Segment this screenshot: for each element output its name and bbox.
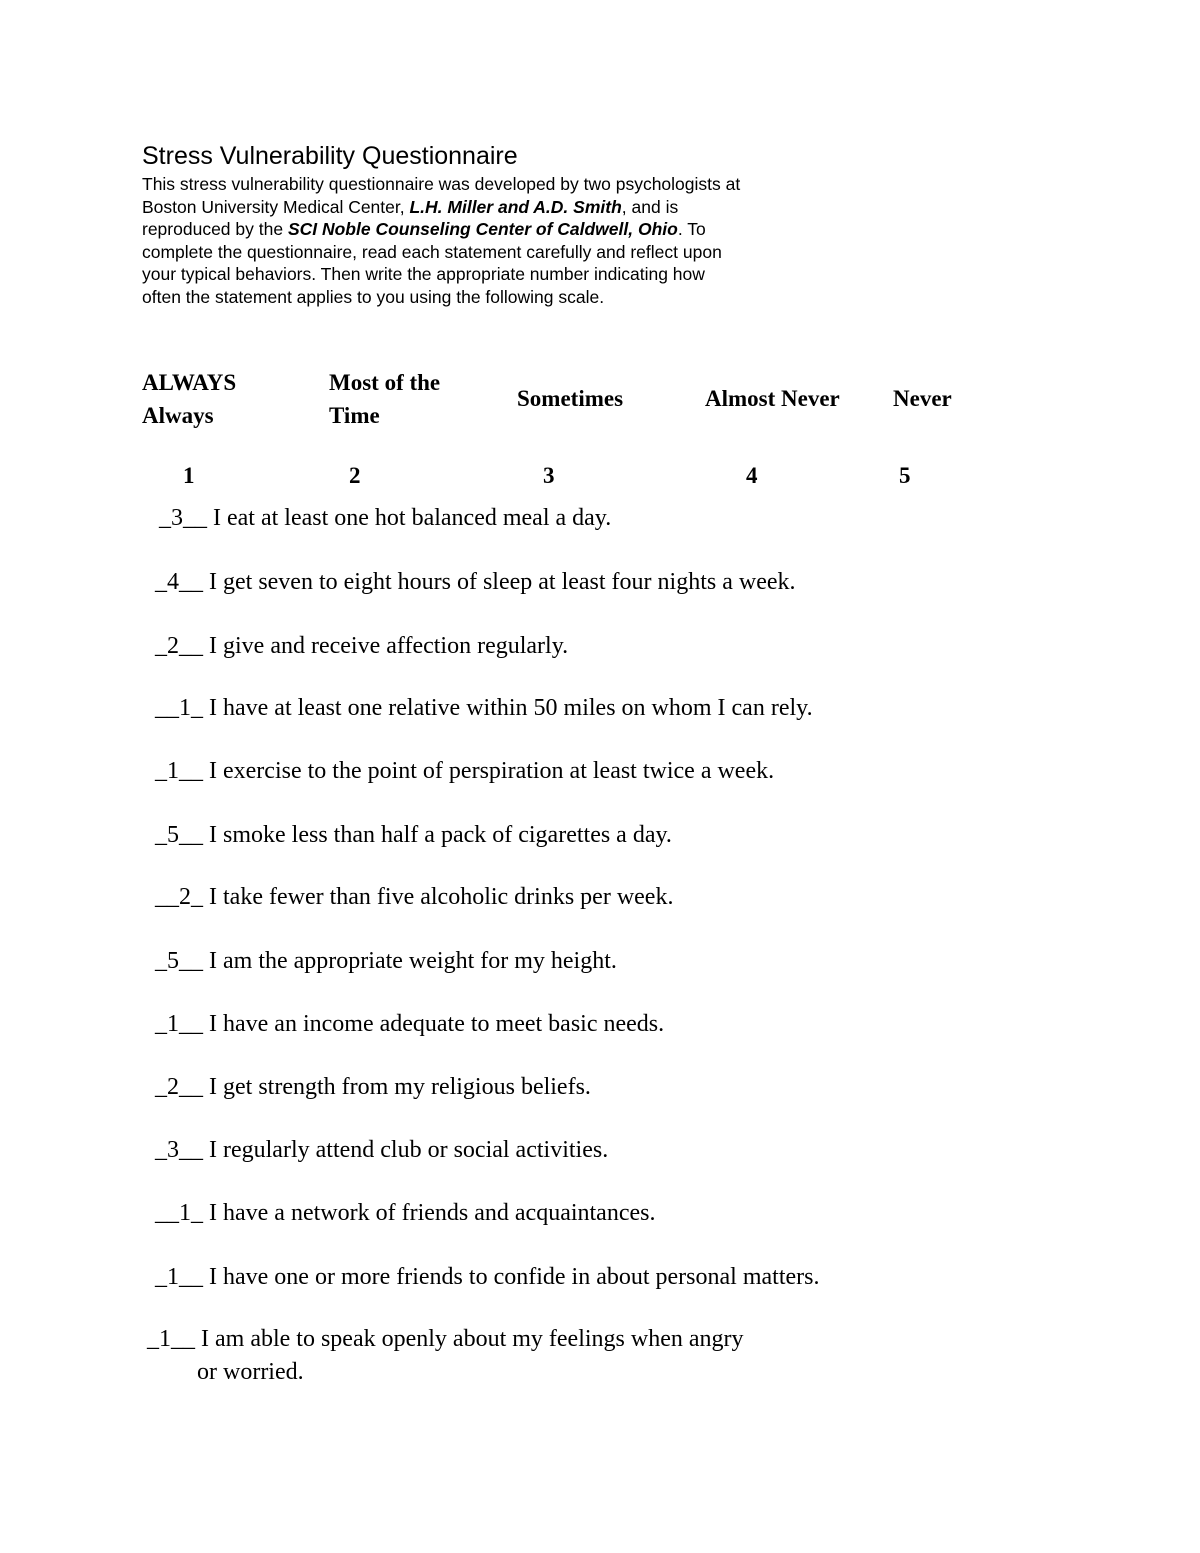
answer-field[interactable]: __2_ [155, 884, 203, 910]
list-item [155, 755, 774, 787]
list-item [155, 566, 796, 598]
list-item [155, 1071, 591, 1103]
list-item [155, 1197, 655, 1229]
intro-text: reproduced by the [142, 219, 288, 240]
intro-line [142, 218, 842, 241]
statement-text: or worried. [197, 1359, 304, 1385]
list-item [155, 881, 673, 913]
statement-text: I have an income adequate to meet basic needs. [209, 1011, 665, 1037]
statement-text: I have one or more friends to confide in about personal matters. [209, 1264, 820, 1290]
statement-text: I am the appropriate weight for my height. [209, 948, 617, 974]
list-item [155, 819, 672, 851]
list-item [155, 1008, 664, 1040]
answer-field[interactable]: _5__ [155, 948, 203, 974]
answer-field[interactable]: _1__ [155, 1011, 203, 1037]
list-item [155, 692, 813, 724]
scale-number-2: 2 [349, 463, 361, 488]
intro-line [142, 196, 842, 219]
answer-field[interactable]: _2__ [155, 1074, 203, 1100]
list-item [155, 1261, 819, 1293]
scale-label-line: ALWAYS [142, 370, 237, 395]
statement-text: I give and receive affection regularly. [209, 633, 569, 659]
answer-field[interactable]: __1_ [155, 1200, 203, 1226]
list-item [155, 630, 568, 662]
intro-text: Boston University Medical Center, [142, 196, 410, 217]
scale-label-never: Never [893, 386, 952, 411]
list-item [155, 1134, 608, 1166]
statement-text: I get seven to eight hours of sleep at least four nights a week. [209, 569, 796, 595]
scale-label-almost-never: Almost Never [705, 386, 840, 411]
scale-number-5: 5 [899, 463, 911, 488]
scale-label-line: Time [329, 403, 380, 428]
statement-text: I smoke less than half a pack of cigarettes a day. [209, 822, 672, 848]
statement-text: I get strength from my religious beliefs. [209, 1074, 591, 1100]
answer-field[interactable]: _3__ [159, 505, 207, 531]
list-item [155, 945, 617, 977]
list-item-continuation [197, 1356, 304, 1388]
statement-text: I am able to speak openly about my feelings when angry [201, 1326, 744, 1352]
answer-field[interactable]: _1__ [155, 1264, 203, 1290]
intro-text: , and is [621, 196, 679, 217]
scale-number-1: 1 [183, 463, 195, 488]
answer-field[interactable]: _4__ [155, 569, 203, 595]
scale-label-sometimes: Sometimes [517, 386, 624, 411]
statement-text: I take fewer than five alcoholic drinks per week. [209, 884, 674, 910]
answer-field[interactable]: _1__ [147, 1326, 195, 1352]
list-item [147, 1323, 744, 1355]
scale-label-line: Always [142, 403, 214, 428]
scale-number-3: 3 [543, 463, 555, 488]
intro-text: . To [677, 219, 706, 240]
statement-text: I regularly attend club or social activities. [209, 1137, 609, 1163]
answer-field[interactable]: _3__ [155, 1137, 203, 1163]
intro-line: This stress vulnerability questionnaire was developed by two psychologists at [142, 174, 741, 194]
intro-paragraph [142, 173, 842, 309]
answer-field[interactable]: __1_ [155, 695, 203, 721]
scale-number-4: 4 [746, 463, 758, 488]
statement-text: I eat at least one hot balanced meal a day. [213, 505, 612, 531]
answer-field[interactable]: _5__ [155, 822, 203, 848]
answer-field[interactable]: _1__ [155, 758, 203, 784]
statement-text: I exercise to the point of perspiration at least twice a week. [209, 758, 775, 784]
intro-line: complete the questionnaire, read each statement carefully and reflect upon [142, 241, 722, 262]
intro-line: often the statement applies to you using the following scale. [142, 286, 605, 307]
statement-text: I have at least one relative within 50 miles on whom I can rely. [209, 695, 813, 721]
counseling-center-name: SCI Noble Counseling Center of Caldwell, Ohio [287, 219, 678, 240]
answer-field[interactable]: _2__ [155, 633, 203, 659]
authors-names: L.H. Miller and A.D. Smith [409, 196, 622, 217]
scale-label-always [142, 366, 236, 432]
list-item [159, 502, 611, 534]
scale-label-line: Most of the [329, 370, 441, 395]
document-title: Stress Vulnerability Questionnaire [142, 142, 518, 170]
scale-label-most-of-the-time [329, 366, 440, 432]
statement-text: I have a network of friends and acquaintances. [209, 1200, 656, 1226]
intro-line: your typical behaviors. Then write the appropriate number indicating how [142, 264, 705, 285]
